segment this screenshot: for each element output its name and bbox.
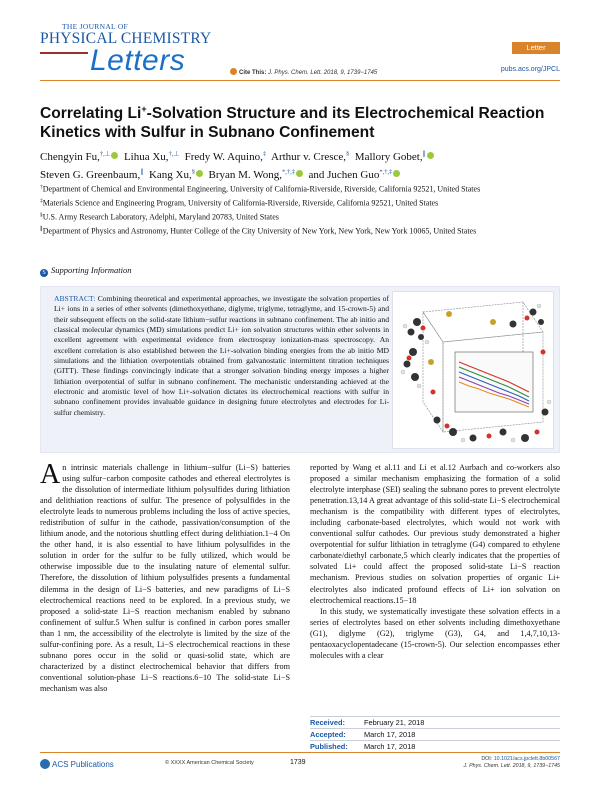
doi-link[interactable]: 10.1021/acs.jpclett.8b00567 — [493, 756, 560, 762]
author[interactable]: Fredy W. Aquino,‡ — [184, 150, 267, 163]
drop-cap: A — [40, 459, 61, 490]
page-footer — [40, 752, 560, 774]
author[interactable]: Mallory Gobet,∥ — [355, 151, 434, 163]
journal-website-link[interactable]: pubs.acs.org/JPCL — [500, 66, 560, 73]
orcid-icon[interactable] — [111, 152, 118, 159]
page-number: 1739 — [290, 759, 306, 766]
doi-block: DOI: 10.1021/acs.jpclett.8b00567 J. Phys. Chem. Lett. 2018, 9, 1739−1745 — [463, 756, 560, 769]
author-list — [40, 146, 560, 183]
author[interactable]: Bryan M. Wong,*,†,‡ — [208, 169, 302, 181]
author[interactable]: Steven G. Greenbaum,∥ — [40, 168, 144, 182]
orcid-icon[interactable] — [393, 170, 400, 177]
orcid-icon[interactable] — [196, 170, 203, 177]
abstract-label: ABSTRACT: — [54, 294, 96, 303]
cite-reference: J. Phys. Chem. Lett. 2018, 9, 1739−1745 — [268, 70, 378, 76]
body-paragraph: In this study, we systematically investigate these solvation effects in a series of electrolytes based on ether solvents including dimethoxyethane (G1), diglyme (G2), triglyme (G3), G4, and 1,4,7,10,13-pentaoxacyclopentadecane (15-crown-5). Our selection encompasses ether molecules with a clear — [310, 606, 560, 660]
affiliation: ‡Materials Science and Engineering Program, University of California-Riverside, Riverside, California 92521, United States — [40, 198, 439, 208]
toc-graphic-svg — [393, 292, 553, 448]
logo-physical-chemistry: PHYSICAL CHEMISTRY — [40, 30, 212, 47]
cite-label: Cite This: — [239, 70, 267, 76]
author[interactable]: Chengyin Fu,†,⊥ — [40, 151, 118, 163]
history-row: Received: February 21, 2018 — [310, 716, 560, 728]
header-divider — [40, 80, 560, 81]
cite-icon — [230, 68, 237, 75]
affiliation: ∥Department of Physics and Astronomy, Hunter College of the City University of New York, New York, New York 10065, United States — [40, 226, 477, 236]
logo-bar — [40, 52, 88, 54]
journal-logo[interactable] — [40, 22, 210, 86]
supporting-info-icon: S — [40, 269, 48, 277]
logo-the-journal-of: THE JOURNAL OF — [62, 22, 129, 31]
article-title — [40, 100, 560, 142]
supporting-information-link[interactable] — [40, 265, 132, 277]
title-line1-b: -Solvation Structure and its Electrochemical Reaction — [146, 105, 545, 123]
author[interactable]: Lihua Xu,†,⊥ — [123, 150, 180, 163]
journal-header — [0, 0, 600, 92]
history-row: Accepted: March 17, 2018 — [310, 728, 560, 740]
title-line2: Kinetics with Sulfur in Subnano Confinement — [40, 124, 375, 142]
abstract — [54, 294, 389, 418]
author[interactable]: Kang Xu,§ — [149, 169, 203, 181]
acs-publications-logo[interactable]: ACS Publications — [40, 759, 114, 769]
body-paragraph: reported by Wang et al.11 and Li et al.12 Aurbach and co-workers also proposed a similar mechanism emphasizing the formation of a solid electrolyte interphase (SEI) sealing the subnano pores to prevent electrolyte penetration.13,14 A great advantage of this solid-state Li−S electrochemical mechanism is the compatibility with different types of electrolytes, including carbonate-based electrolytes, which would not work with conventional sulfur cathodes. Our previous study demonstrated a higher overpotential for sulfur lithiation in tetraglyme (G4) compared to ethylene carbonate/diethyl carbonate,5 which clearly indicates that the properties of solvated Li+ could affect the proposed solid-state Li−S reaction mechanism. Previous studies on solvation properties of organic Li+ electrolytes also indicated profound effects of Li+ ion solvation on electrochemical reactions.15−18 — [310, 463, 560, 605]
orcid-icon[interactable] — [296, 170, 303, 177]
copyright: © XXXX American Chemical Society — [165, 760, 254, 766]
body-column-right — [310, 462, 560, 661]
footer-citation: J. Phys. Chem. Lett. 2018, 9, 1739−1745 — [463, 763, 560, 769]
affiliation: §U.S. Army Research Laboratory, Adelphi, Maryland 20783, United States — [40, 212, 279, 222]
abstract-text: Combining theoretical and experimental approaches, we investigate the solvation properties of Li+ ions in a series of ether solvents (dimethoxyethane, diglyme, triglyme, tetraglyme, and 15-crown-5) and their subsequent effects on the solid-state lithium−sulfur reactions in subnano confinement. The ab initio and classical molecular dynamics (MD) simulations predict Li+ ion solvation structures within ether solvents in excellent agreement with experimental evidence from electrospray ionization-mass spectroscopy. An excellent correlation is also established between the Li+-solvation binding energies from the ab initio MD simulations and the lithiation overpotentials obtained from galvanostatic intermittent titration techniques (GITT). These findings convincingly indicate that a stronger solvation binding energy imposes a higher lithiation overpotential of sulfur in subnano confinement. The mechanistic understanding achieved at the electronic and atomistic level of how Li+-solvation dictates its electrochemical reactions with sulfur in subnano confinement provides invaluable guidance in designing future electrolytes and electrodes for Li-sulfur chemistry. — [54, 294, 389, 417]
body-paragraph: n intrinsic materials challenge in lithium−sulfur (Li−S) batteries using sulfur−carbon composite cathodes and ethereal electrolytes is the dissolution of intermediate lithium polysulfides during lithiation and delithiation reactions of sulfur. The presence of polysulfides in the electrolyte leads to numerous problems including the loss of active species, redistribution of sulfur in the cathode, passivation/consumption of the lithium anode, and the notorious shuttling effect during delithiation.1−4 On the other hand, it is also essential to have lithium polysulfides in the solution in order for the sulfur to be fully utilized, which would be otherwise impossible due to the insulating nature of elemental sulfur. Therefore, the dissolution of lithium polysulfides presents a fundamental dilemma in the design of Li−S batteries, and new paradigms of Li−S electrochemical reactions need to be explored. In a previous study, we proposed a solid-state Li−S reaction mechanism enabled by subnano confinement of sulfur.5 When sulfur is confined in carbon pores smaller than 1 nm, the accessibility of the electrolyte is limited by the size of the sulfur-confining pore. As a result, Li−S electrochemical reactions in these subnano pores occur in the solid or quasi-solid state, which are characterized by a distinct electrochemical behavior that differs from conventional solution-phase Li−S reactions.6−10 The solid-state Li−S mechanism was also — [40, 463, 290, 693]
author[interactable]: and Juchen Guo*,†,‡ — [308, 169, 400, 181]
logo-letters: Letters — [90, 44, 186, 77]
author[interactable]: Arthur v. Cresce,§ — [271, 150, 350, 163]
title-superscript: + — [141, 104, 147, 114]
supporting-info-label: Supporting Information — [51, 265, 132, 275]
article-history — [310, 716, 560, 753]
acs-logo-icon — [40, 759, 50, 769]
body-column-left — [40, 459, 290, 694]
affiliations — [40, 182, 560, 238]
cite-this-line[interactable] — [230, 68, 377, 76]
toc-graphic — [392, 291, 554, 449]
history-row: Published: March 17, 2018 — [310, 740, 560, 753]
article-type-badge: Letter — [512, 42, 560, 54]
orcid-icon[interactable] — [427, 152, 434, 159]
affiliation: †Department of Chemical and Environmental Engineering, University of California-Riverside, Riverside, California 92521, United States — [40, 184, 481, 194]
title-line1-a: Correlating Li — [40, 105, 142, 123]
